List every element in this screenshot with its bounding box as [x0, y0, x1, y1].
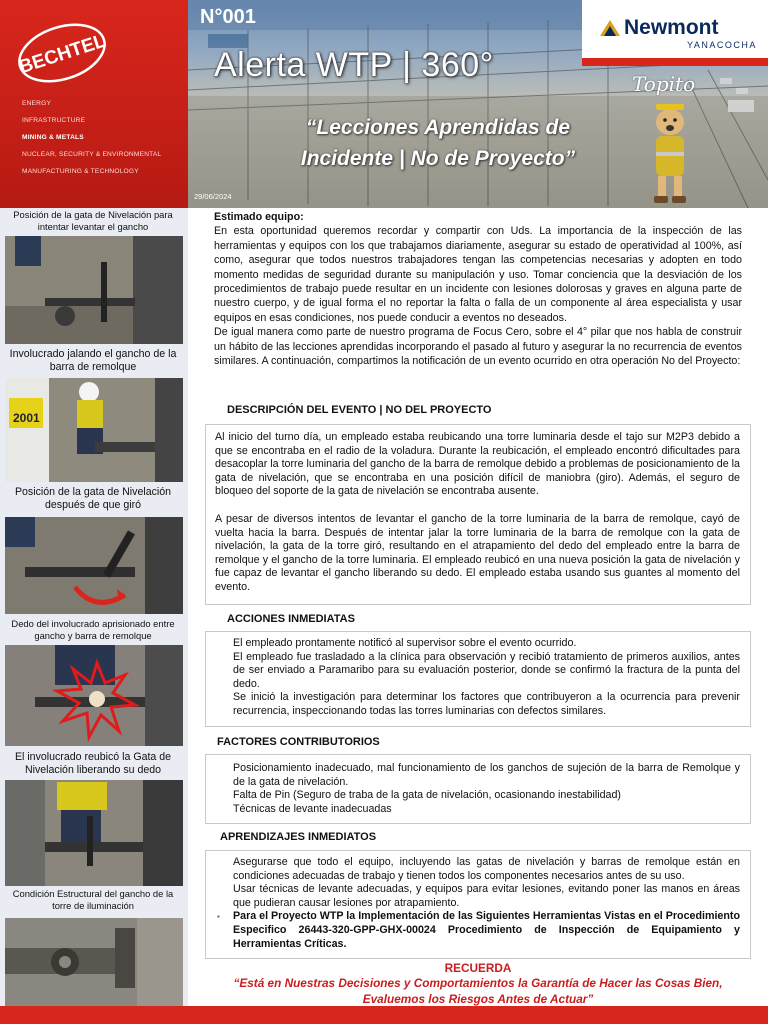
photo-caption: Involucrado jalando el gancho de la barra de remolque [9, 348, 177, 373]
newmont-logo-text: Newmont [624, 16, 719, 39]
descripcion-paragraph: A pesar de diversos intentos de levantar el gancho de la torre luminaria de la barra de remolque, cayó de vuelta hacia la barra. Después de intentar jalar la torre luminaria de la barra de remolque con la gata de nivelación, la gata de la torre giró, resultando en el atrapamiento del dedo del empleado entre la barra de remolque y el gancho de la torre luminaria. El empleado reubicó en una nueva posición la gata de nivelación y fue capaz de levantar el gancho liberando su dedo. El empleado estaba usando sus guantes al momento del evento. [215, 512, 740, 593]
bechtel-logo [14, 22, 110, 84]
photo-caption: Dedo del involucrado aprisionado entre gancho y barra de remolque [11, 618, 175, 641]
sector-item-active: MINING & METALS [22, 134, 84, 141]
worker-pulling-photo-icon [5, 378, 183, 482]
sector-item: MANUFACTURING & TECHNOLOGY [22, 168, 139, 175]
photo-caption: Posición de la gata de Nivelación para intentar levantar el gancho [13, 209, 173, 232]
newmont-brand [582, 0, 768, 66]
descripcion-box [205, 424, 751, 605]
descripcion-paragraph: Al inicio del turno día, un empleado estaba reubicando una torre luminaria desde el tajo sur M2P3 debido a que se encontraba en el radio de la voladura. Durante la reubicación, el empleado encontró dificultades para desacoplar la torre luminaria del gancho de la barra de remolque debido a problemas de posicionamiento de la gata de nivelación, que se encontraba en una posición difícil de maniobra (giro). Además, el seguro de bloqueo del soporte de la gata de nivelación se encontraba ausente. [215, 431, 740, 498]
finger-trapped-photo-icon [5, 645, 183, 746]
section-title-factores: FACTORES CONTRIBUTORIOS [217, 736, 380, 748]
sector-item: NUCLEAR, SECURITY & ENVIRONMENTAL [22, 151, 162, 158]
acciones-list [233, 637, 740, 719]
photo-caption: Posición de la gata de Nivelación después de que giró [14, 486, 172, 511]
worker-relocating-photo-icon [5, 780, 183, 886]
sector-item: INFRASTRUCTURE [22, 117, 86, 124]
alert-date: 29/06/2024 [194, 192, 232, 201]
dog-mascot-icon [642, 100, 698, 204]
list-item: El empleado prontamente notificó al supervisor sobre el evento ocurrido. [233, 637, 577, 649]
bechtel-brand-panel [0, 0, 188, 208]
list-item: Se inició la investigación para determinar los factores que contribuyeron a la ocurrencia para prevenir recurrencia, inspeccionando todas las torres luminarias con defectos similares. [233, 691, 740, 717]
intro-paragraph: En esta oportunidad queremos recordar y compartir con Uds. La importancia de la inspección de las herramientas y equipos con los que trabajamos diariamente, asegurar su estado de operatividad al 100%, así como, asegurar que todos nuestros trabajadores tengan las competencias necesarias y adopten en todo momento medidas de seguridad durante su manipulación y uso. Tomar conciencia que la desviación de los procedimientos de trabajo puede resultar en un incidente con lesiones dolorosas y graves en alguna parte de nuestro cuerpo, y de igual forma el no reportar la falta o falla de un componente al área especialista y usar equipos en esas condiciones, nos puede conducir a eventos no deseados. [214, 225, 742, 324]
section-title-descripcion: DESCRIPCIÓN DEL EVENTO | NO DEL PROYECTO [227, 404, 492, 416]
greeting: Estimado equipo: [214, 211, 304, 223]
list-item: El empleado fue trasladado a la clínica para observación y recibió tratamiento de primeros auxilios, antes de ser enviado a Paramaribo para su evaluación posterior, donde se confirmó la fractura de la punta del dedo. [233, 650, 740, 690]
bechtel-logo-text: BECHTEL [16, 30, 109, 79]
sector-list [22, 100, 161, 185]
list-item-bold: ▪ Para el Proyecto WTP la Implementación de las Siguientes Herramientas Vistas en el Procedimiento Especifico 26443-320-GPP-GHX-00024 Procedimiento de Inspección de Equipamiento y Herramientas Críticas. [233, 910, 740, 951]
photo-caption: El involucrado reubicó la Gata de Nivelación liberando su dedo [14, 751, 172, 776]
recuerda-quote: “Está en Nuestras Decisiones y Comportamientos la Garantía de Hacer las Cosas Bien, Evaluemos los Riesgos Antes de Actuar” [233, 976, 723, 1006]
sector-item: ENERGY [22, 100, 52, 107]
intro-text [214, 210, 742, 368]
footer-bar [0, 1006, 768, 1024]
aprendizajes-box [205, 850, 751, 959]
aprendizajes-list [233, 856, 740, 951]
list-item: Técnicas de levante inadecuadas [233, 802, 392, 815]
alert-subtitle: “Lecciones Aprendidas de Incidente | No de Proyecto” [300, 116, 576, 170]
list-item: Falta de Pin (Seguro de traba de la gata de nivelación, ocasionando inestabilidad) [233, 789, 621, 802]
recuerda-heading: RECUERDA [444, 961, 512, 975]
jack-leveling-photo-icon [5, 236, 183, 344]
list-item: Usar técnicas de levante adecuadas, y equipos para evitar lesiones, evitando poner las manos en áreas que pudieran causar lesiones por atrapamiento. [233, 883, 740, 909]
alert-title: Alerta WTP | 360° [214, 46, 494, 84]
factores-box [205, 754, 751, 824]
recuerda-callout [204, 961, 752, 1007]
section-title-acciones: ACCIONES INMEDIATAS [227, 613, 355, 625]
photo-caption: Condición Estructural del gancho de la torre de iluminación [12, 888, 174, 911]
jack-rotated-photo-icon [5, 517, 183, 614]
hook-condition-photo-icon [5, 918, 183, 1006]
acciones-box [205, 631, 751, 727]
newmont-subtitle: YANACOCHA [687, 40, 757, 50]
section-title-aprendizajes: APRENDIZAJES INMEDIATOS [220, 831, 377, 843]
list-item: Posicionamiento inadecuado, mal funcionamiento de los ganchos de sujeción de la barra de Remolque y de la gata de nivelación. [233, 762, 740, 788]
list-item: Asegurarse que todo el equipo, incluyendo las gatas de nivelación y barras de remolque están en condiciones adecuadas de trabajo y tienen todos los componentes necesarios antes de su uso. [233, 856, 740, 882]
newmont-logo-icon [600, 20, 620, 36]
photo-column [0, 208, 188, 1006]
factores-list [233, 762, 740, 816]
intro-paragraph: De igual manera como parte de nuestro programa de Focus Cero, sobre el 4° pilar que nos habla de construir un hábito de las lecciones aprendidas incorporando el pasado al futuro y asegurar la no recurrencia de eventos similares. A continuación, compartimos la notificación de un evento ocurrido en otra operación No del Proyecto: [214, 326, 742, 368]
svg-text:2001: 2001 [13, 411, 40, 425]
document-number: N°001 [200, 6, 256, 28]
mascot-signature: Topito [632, 72, 696, 96]
